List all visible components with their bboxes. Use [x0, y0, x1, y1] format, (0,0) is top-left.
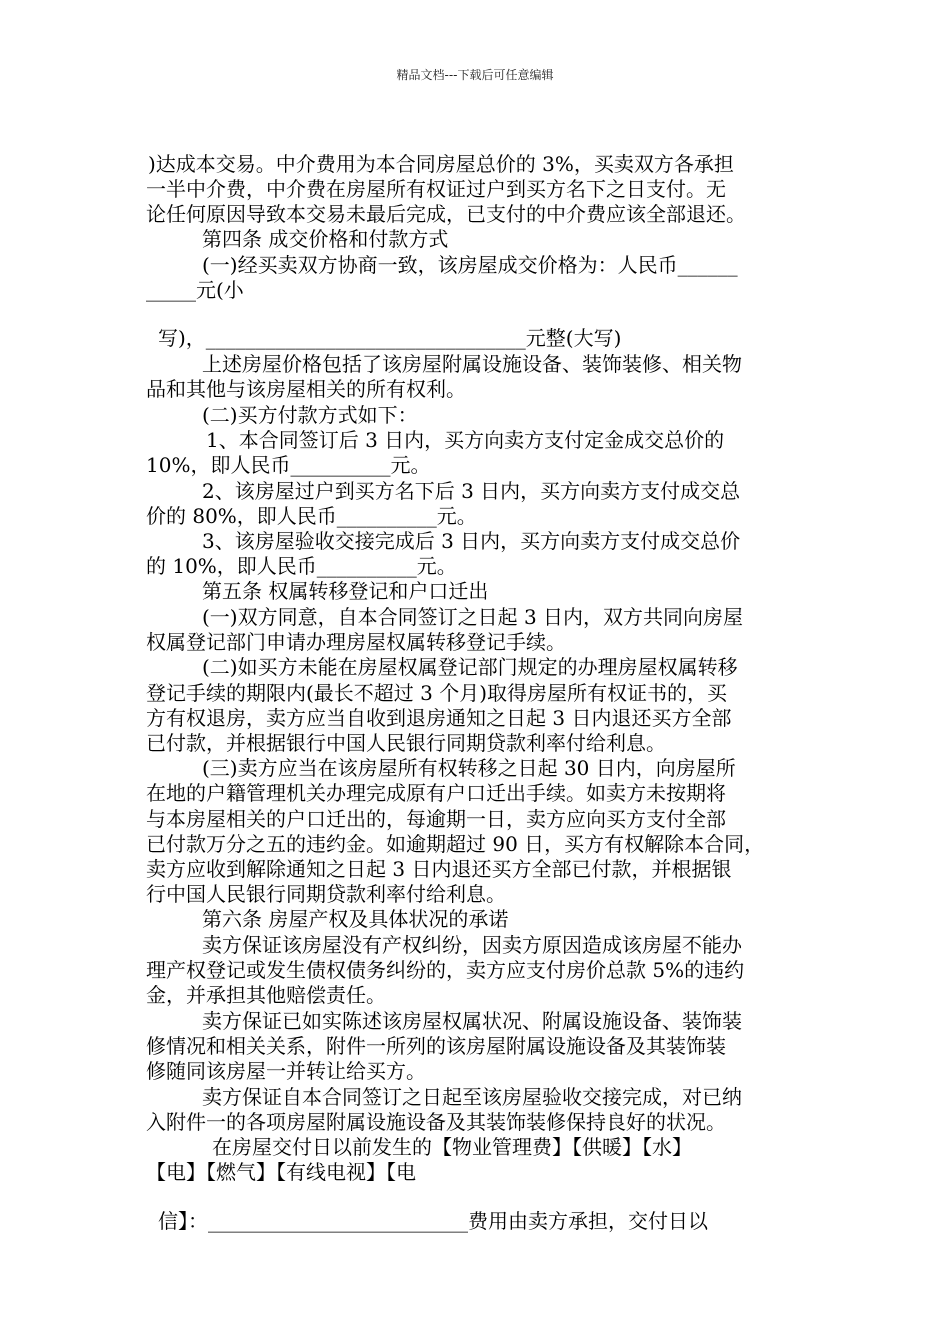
text-line-28: 卖方应收到解除通知之日起 3 日内退还买方全部已付款，并根据银 — [146, 857, 732, 881]
text-line-29: 行中国人民银行同期贷款利率付给利息。 — [146, 882, 506, 906]
text-line-38: 入附件一的各项房屋附属设施设备及其装饰装修保持良好的状况。 — [146, 1110, 726, 1134]
article-5-heading: 第五条 权属转移登记和户口迁出 — [202, 579, 489, 603]
text-line-31: 卖方保证该房屋没有产权纠纷，因卖方原因造成该房屋不能办 — [202, 933, 742, 957]
text-line-3: 论任何原因导致本交易未最后完成，已支付的中介费应该全部退还。 — [146, 202, 746, 226]
text-line-7: 写)，________________________________元整(大写) — [158, 326, 622, 350]
text-line-23: 已付款，并根据银行中国人民银行同期贷款利率付给利息。 — [146, 731, 666, 755]
text-line-2: 一半中介费，中介费在房屋所有权证过户到买方名下之日支付。无 — [146, 177, 726, 201]
text-line-33: 金，并承担其他赔偿责任。 — [146, 983, 386, 1007]
text-line-36: 修随同该房屋一并转让给买方。 — [146, 1059, 426, 1083]
page-header: 精品文档---下载后可任意编辑 — [396, 68, 554, 82]
text-line-25: 在地的户籍管理机关办理完成原有户口迁出手续。如卖方未按期将 — [146, 781, 726, 805]
text-line-27: 已付款万分之五的违约金。如逾期超过 90 日，买方有权解除本合同， — [146, 832, 765, 856]
text-line-40: 【电】【燃气】【有线电视】【电 — [146, 1160, 416, 1184]
text-line-19: 权属登记部门申请办理房屋权属转移登记手续。 — [146, 630, 566, 654]
text-line-24: (三)卖方应当在该房屋所有权转移之日起 30 日内，向房屋所 — [202, 756, 736, 780]
text-line-18: (一)双方同意，自本合同签订之日起 3 日内，双方共同向房屋 — [202, 605, 744, 629]
text-line-41: 信】：__________________________费用由卖方承担，交付日以 — [158, 1209, 708, 1233]
text-line-22: 方有权退房，卖方应当自收到退房通知之日起 3 日内退还买方全部 — [146, 706, 732, 730]
article-6-heading: 第六条 房屋产权及具体状况的承诺 — [202, 907, 509, 931]
text-line-12: 10%，即人民币__________元。 — [146, 453, 431, 477]
text-line-15: 3、该房屋验收交接完成后 3 日内，买方向卖方支付成交总价 — [202, 529, 741, 553]
text-line-14: 价的 80%，即人民币__________元。 — [146, 504, 477, 528]
text-line-11: 1、本合同签订后 3 日内，买方向卖方支付定金成交总价的 — [206, 428, 725, 452]
text-line-13: 2、该房屋过户到买方名下后 3 日内，买方向卖方支付成交总 — [202, 479, 741, 503]
text-line-26: 与本房屋相关的户口迁出的，每逾期一日，卖方应向买方支付全部 — [146, 807, 726, 831]
text-line-9: 品和其他与该房屋相关的所有权利。 — [146, 377, 466, 401]
text-line-35: 修情况和相关关系，附件一所列的该房屋附属设施设备及其装饰装 — [146, 1034, 726, 1058]
text-line-10: (二)买方付款方式如下： — [202, 403, 418, 427]
text-line-21: 登记手续的期限内(最长不超过 3 个月)取得房屋所有权证书的，买 — [146, 681, 728, 705]
text-line-20: (二)如买方未能在房屋权属登记部门规定的办理房屋权属转移 — [202, 655, 738, 679]
text-line-16: 的 10%，即人民币__________元。 — [146, 554, 457, 578]
text-line-6: _____元(小 — [146, 278, 244, 302]
text-line-37: 卖方保证自本合同签订之日起至该房屋验收交接完成，对已纳 — [202, 1085, 742, 1109]
text-line-32: 理产权登记或发生债权债务纠纷的，卖方应支付房价总款 5%的违约 — [146, 958, 745, 982]
text-line-39: 在房屋交付日以前发生的【物业管理费】【供暖】【水】 — [212, 1135, 692, 1159]
text-line-34: 卖方保证已如实陈述该房屋权属状况、附属设施设备、装饰装 — [202, 1009, 742, 1033]
text-line-5: (一)经买卖双方协商一致，该房屋成交价格为：人民币______ — [202, 253, 738, 277]
text-line-8: 上述房屋价格包括了该房屋附属设施设备、装饰装修、相关物 — [202, 352, 742, 376]
article-4-heading: 第四条 成交价格和付款方式 — [202, 227, 449, 251]
text-line-1: )达成本交易。中介费用为本合同房屋总价的 3%，买卖双方各承担 — [148, 152, 734, 176]
